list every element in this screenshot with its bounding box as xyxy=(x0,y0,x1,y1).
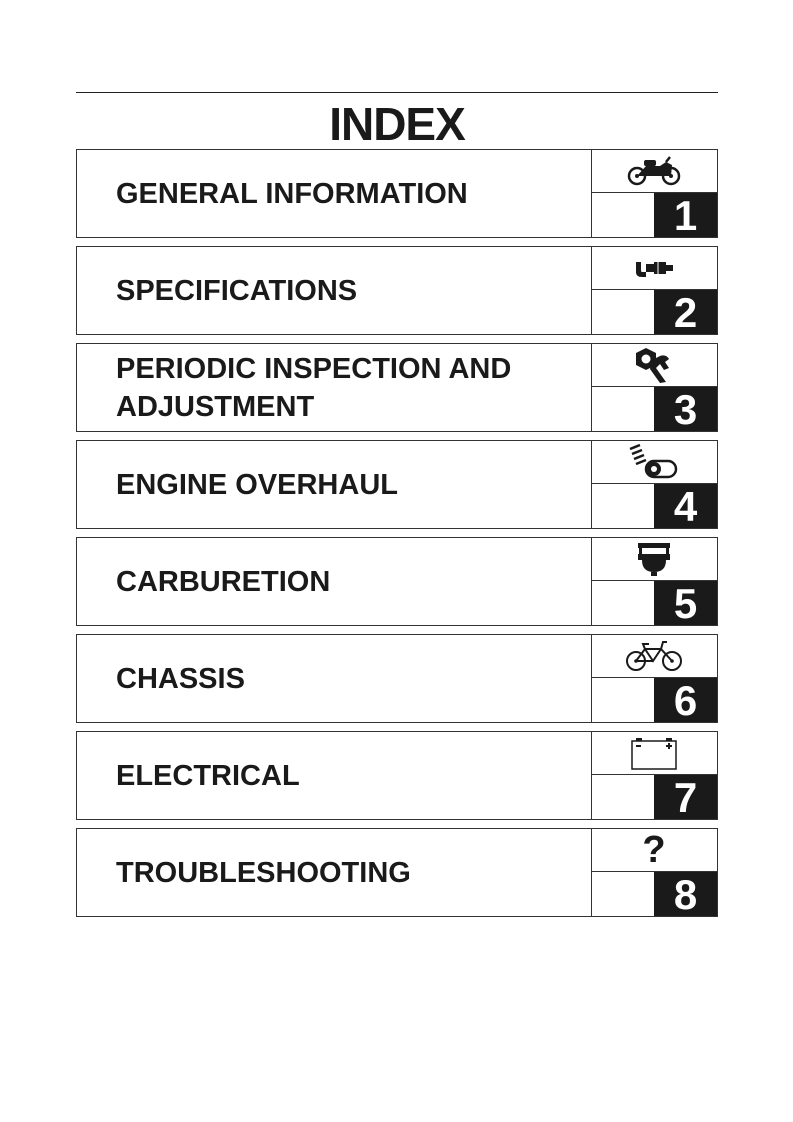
section-number-tab[interactable]: 1 xyxy=(654,193,717,237)
tab-divider xyxy=(591,538,592,625)
tab-divider xyxy=(591,635,592,722)
section-label-line: TROUBLESHOOTING xyxy=(116,856,411,889)
section-label-line: SPECIFICATIONS xyxy=(116,274,358,307)
carburetor-icon xyxy=(617,540,691,578)
top-rule xyxy=(76,92,718,93)
section-electrical[interactable] xyxy=(76,731,718,820)
question-mark-glyph: ? xyxy=(642,829,666,871)
section-label-line: CARBURETION xyxy=(116,565,331,598)
section-carburetion[interactable] xyxy=(76,537,718,626)
tab-divider xyxy=(591,732,592,819)
section-number-tab[interactable]: 7 xyxy=(654,775,717,819)
section-engine-overhaul[interactable] xyxy=(76,440,718,529)
section-number-tab[interactable]: 6 xyxy=(654,678,717,722)
section-label xyxy=(116,732,586,819)
section-label xyxy=(116,635,586,722)
section-label-line: GENERAL INFORMATION xyxy=(116,177,468,210)
tab-divider xyxy=(591,247,592,334)
section-label xyxy=(116,247,586,334)
section-label xyxy=(116,150,586,237)
section-number-tab[interactable]: 2 xyxy=(654,290,717,334)
section-periodic-inspection[interactable] xyxy=(76,343,718,432)
section-label-line: ENGINE OVERHAUL xyxy=(116,468,398,501)
bicycle-chassis-icon xyxy=(617,637,691,675)
page-title: INDEX xyxy=(329,98,465,150)
section-troubleshooting[interactable] xyxy=(76,828,718,917)
section-label xyxy=(116,344,586,431)
section-label-line: ADJUSTMENT xyxy=(116,390,315,423)
section-number-tab[interactable]: 5 xyxy=(654,581,717,625)
section-label-line: PERIODIC INSPECTION AND xyxy=(116,352,512,385)
tab-divider xyxy=(591,150,592,237)
section-number-tab[interactable]: 3 xyxy=(654,387,717,431)
section-number-tab[interactable]: 8 xyxy=(654,872,717,916)
section-number-tab[interactable]: 4 xyxy=(654,484,717,528)
section-label-line: CHASSIS xyxy=(116,662,245,695)
wrench-icon xyxy=(617,346,691,384)
micrometer-icon xyxy=(617,249,691,287)
section-chassis[interactable] xyxy=(76,634,718,723)
battery-icon xyxy=(617,734,691,772)
section-label xyxy=(116,441,586,528)
engine-cylinder-icon xyxy=(617,443,691,481)
motorcycle-icon xyxy=(617,152,691,190)
section-label-line: ELECTRICAL xyxy=(116,759,300,792)
tab-divider xyxy=(591,344,592,431)
section-general-information[interactable] xyxy=(76,149,718,238)
section-specifications[interactable] xyxy=(76,246,718,335)
question-mark-icon xyxy=(617,831,691,869)
tab-divider xyxy=(591,441,592,528)
section-label xyxy=(116,538,586,625)
section-label xyxy=(116,829,586,916)
tab-divider xyxy=(591,829,592,916)
